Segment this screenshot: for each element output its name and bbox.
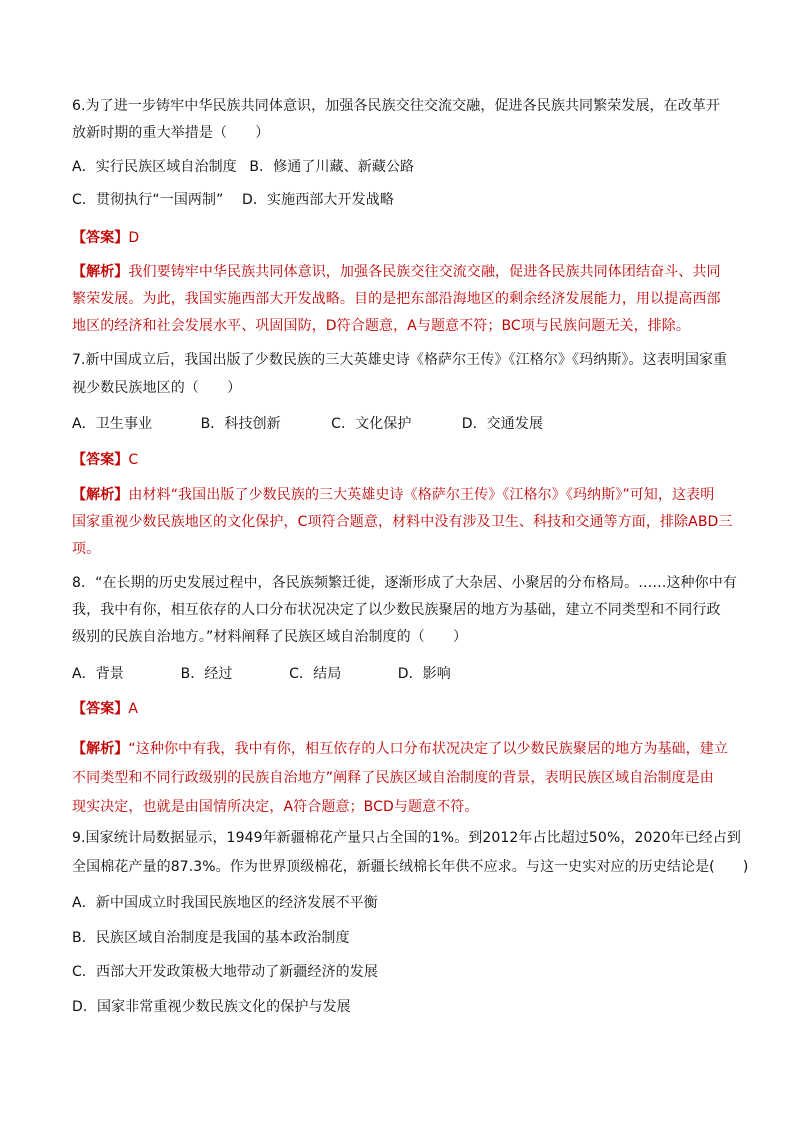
q6-stem-line-1: 6.为了进一步铸牢中华民族共同体意识，加强各民族交往交流交融，促进各民族共同繁荣发展，在改革开: [72, 98, 721, 114]
q6-analysis-label: 【解析】: [72, 264, 129, 280]
q8-analysis-line-3: 现实决定，也就是由国情所决定，A符合题意；BCD与题意不符。: [72, 799, 479, 815]
q6-analysis-line-3: 地区的经济和社会发展水平、巩固国防，D符合题意，A与题意不符；BC项与民族问题无关，排除。: [72, 318, 690, 334]
q8-stem-line-3: 级别的民族自治地方。”材料阐释了民族区域自治制度的（ ）: [72, 629, 468, 645]
q6-stem-line-2: 放新时期的重大举措是（ ）: [72, 125, 270, 141]
q8-option-d: D．影响: [397, 666, 451, 682]
q7-option-d: D．交通发展: [461, 416, 544, 432]
q6-option-d: D．实施西部大开发战略: [242, 192, 394, 208]
q8-analysis-text-1: “这种你中有我，我中有你，相互依存的人口分布状况决定了以少数民族聚居的地方为基础，建立: [128, 741, 728, 757]
q7-analysis-line-2: 国家重视少数民族地区的文化保护，C项符合题意，材料中没有涉及卫生、科技和交通等方面，排除ABD三: [72, 514, 733, 530]
q6-option-c: C．贯彻执行“一国两制”: [72, 192, 224, 208]
q7-answer-value: C: [128, 452, 139, 468]
q6-analysis-line-1: [72, 262, 722, 282]
q7-analysis-line-1: [72, 485, 722, 505]
q8-option-b: B．经过: [180, 666, 233, 682]
q6-answer-label: 【答案】: [72, 230, 129, 246]
q6-answer: [72, 228, 722, 248]
q7-option-b: B．科技创新: [200, 416, 281, 432]
q6-option-b: B．修通了川藏、新藏公路: [249, 159, 415, 175]
q8-answer-value: A: [128, 701, 139, 717]
q6-options-row-2: [72, 190, 722, 210]
q7-analysis-line-3: 项。: [72, 541, 101, 557]
q9-stem-line-2: 全国棉花产量的87.3%。作为世界顶级棉花，新疆长绒棉长年供不应求。与这一史实对应的历史结论是( ): [72, 859, 749, 875]
q7-options-row: [72, 414, 722, 434]
q9-option-d: D．国家非常重视少数民族文化的保护与发展: [72, 999, 351, 1015]
q9-option-b: B．民族区域自治制度是我国的基本政治制度: [72, 930, 350, 946]
q8-analysis-line-2: 不同类型和不同行政级别的民族自治地方”阐释了民族区域自治制度的背景，表明民族区域自治制度是由: [72, 770, 714, 786]
q7-stem-line-1: 7.新中国成立后，我国出版了少数民族的三大英雄史诗《格萨尔王传》《江格尔》《玛纳斯》。这表明国家重: [72, 352, 728, 368]
q8-analysis-label: 【解析】: [72, 741, 129, 757]
q8-answer: [72, 699, 722, 719]
q8-analysis-line-1: [72, 739, 728, 759]
q6-answer-value: D: [128, 230, 140, 246]
q6-option-a: A．实行民族区域自治制度: [72, 159, 237, 175]
q6-analysis-text-1: 我们要铸牢中华民族共同体意识，加强各民族交往交流交融，促进各民族共同体团结奋斗、共同: [128, 264, 721, 280]
q7-option-c: C．文化保护: [331, 416, 412, 432]
q9-option-c: C．西部大开发政策极大地带动了新疆经济的发展: [72, 964, 378, 980]
q9-option-a: A．新中国成立时我国民族地区的经济发展不平衡: [72, 895, 378, 911]
q6-analysis-line-2: 繁荣发展。为此，我国实施西部大开发战略。目的是把东部沿海地区的剩余经济发展能力，用以提高西部: [72, 291, 721, 307]
q7-option-a: A．卫生事业: [72, 416, 153, 432]
q9-stem-line-1: 9.国家统计局数据显示，1949年新疆棉花产量只占全国的1%。到2012年占比超过50%，2020年已经占到: [72, 830, 741, 846]
q6-options-row-1: [72, 157, 722, 177]
q8-options-row: [72, 664, 722, 684]
q7-answer-label: 【答案】: [72, 452, 129, 468]
q8-stem-line-2: 我，我中有你，相互依存的人口分布状况决定了以少数民族聚居的地方为基础，建立不同类型和不同行政: [72, 602, 721, 618]
q8-stem-line-1: 8．“在长期的历史发展过程中，各民族频繁迁徙，逐渐形成了大杂居、小聚居的分布格局。……这种你中有: [72, 575, 737, 591]
q7-stem-line-2: 视少数民族地区的（ ）: [72, 380, 242, 396]
q8-option-a: A．背景: [72, 666, 124, 682]
q7-analysis-label: 【解析】: [72, 487, 129, 503]
q8-answer-label: 【答案】: [72, 701, 129, 717]
q7-answer: [72, 450, 722, 470]
q8-option-c: C．结局: [289, 666, 342, 682]
q7-analysis-text-1: 由材料“我国出版了少数民族的三大英雄史诗《格萨尔王传》《江格尔》《玛纳斯》”可知，这表明: [128, 487, 715, 503]
